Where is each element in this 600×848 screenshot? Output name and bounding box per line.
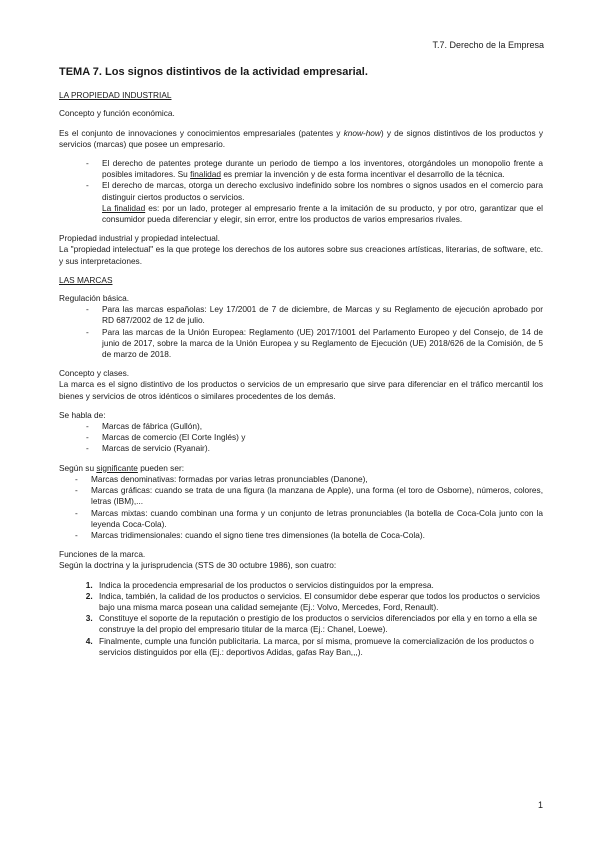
list-item: - Marcas tridimensionales: cuando el signo tiene tres dimensiones (la botella de Coca-Cola). <box>75 530 543 541</box>
list-funciones <box>59 580 543 658</box>
list-item: - El derecho de marcas, otorga un derecho exclusivo indefinido sobre los nombres o signos usados en el comercio para distinguir ciertos productos o servicios. La finalidad es: por un lado, proteger al empresario frente a la imitación de su producto, y por otro, garantizar que el consumidor pueda diferenciar y elegir, sin error, entre los productos de varios empresarios rivales. <box>86 180 543 225</box>
list-item: 2. Indica, también, la calidad de los productos o servicios. El consumidor debe esperar que todos los productos o servicios bajo una misma marca posean una calidad semejante (Ej.: Volvo, Mercedes, Ford, Renault). <box>95 591 543 613</box>
subheading-regulacion: Regulación básica. <box>59 293 130 304</box>
list-item: 4. Finalmente, cumple una función publicitaria. La marca, por sí misma, promueve la comercialización de los productos o servicios distinguidos por ella (Ej.: deportivos Adidas, gafas Ray Ban,,,). <box>95 636 543 658</box>
list-item: - Marcas de fábrica (Gullón), <box>86 421 543 432</box>
page-title: TEMA 7. Los signos distintivos de la actividad empresarial. <box>59 66 368 78</box>
list-item: - El derecho de patentes protege durante un periodo de tiempo a los inventores, otorgándoles un monopolio frente a posibles imitadores. Su finalidad es premiar la invención y de esta forma incentivar el desarrollo de la técnica. <box>86 158 543 180</box>
list-item: - Marcas gráficas: cuando se trata de una figura (la manzana de Apple), una forma (el toro de Osborne), números, colores, letras (IBM),... <box>75 485 543 507</box>
subheading-significante: Según su significante pueden ser: <box>59 462 185 473</box>
section-heading-propiedad-industrial: LA PROPIEDAD INDUSTRIAL <box>59 90 172 101</box>
subheading-se-habla: Se habla de: <box>59 409 106 420</box>
subheading-funciones: Funciones de la marca. <box>59 549 146 560</box>
list-item: 3. Constituye el soporte de la reputación o prestigio de los productos o servicios diferenciados por ella y en torno a ella se construye la del propio del empresario titular de la marca (Ej.: Chanel, Loewe). <box>95 613 543 635</box>
list-item: - Marcas denominativas: formadas por varias letras pronunciables (Danone), <box>75 474 543 485</box>
paragraph-concepto-marca: La marca es el signo distintivo de los productos o servicios de un empresario que sirve para diferenciar en el tráfico mercantil los bienes y servicios de otros idénticos o similares procedentes de los demás. <box>59 379 543 401</box>
paragraph-intro: Es el conjunto de innovaciones y conocimientos empresariales (patentes y know-how) y de signos distintivos de los productos y servicios (marcas) que posee un empresario. <box>59 127 543 149</box>
subheading-concepto: Concepto y función económica. <box>59 108 175 119</box>
list-item: - Para las marcas españolas: Ley 17/2001 de 7 de diciembre, de Marcas y su Reglamento de ejecución aprobado por RD 687/2002 de 12 de julio. <box>86 304 543 326</box>
list-item: - Marcas de servicio (Ryanair). <box>86 443 543 454</box>
list-item: - Marcas de comercio (El Corte Inglés) y <box>86 432 543 443</box>
running-header: T.7. Derecho de la Empresa <box>432 40 544 50</box>
paragraph-propiedad-intelectual: La "propiedad intelectual" es la que protege los derechos de los autores sobre sus creaciones artísticas, literarias, de software, etc. y sus interpretaciones. <box>59 244 543 266</box>
list-item: - Para las marcas de la Unión Europea: Reglamento (UE) 2017/1001 del Parlamento Europeo y del Consejo, de 14 de junio de 2017, sobre la marca de la Unión Europea y su Reglamento de Ejecución (UE) 2018/626 de la Comisión, de 5 de marzo de 2018. <box>86 327 543 361</box>
section-heading-marcas: LAS MARCAS <box>59 274 113 285</box>
subheading-concepto-clases: Concepto y clases. <box>59 368 130 379</box>
list-item: 1. Indica la procedencia empresarial de los productos o servicios distinguidos por la empresa. <box>95 580 543 591</box>
list-tipos-marca <box>59 421 543 455</box>
list-significante <box>59 474 543 541</box>
paragraph-funciones-intro: Según la doctrina y la jurisprudencia (STS de 30 octubre 1986), son cuatro: <box>59 560 337 571</box>
page-number: 1 <box>537 800 543 810</box>
list-item: - Marcas mixtas: cuando combinan una forma y un conjunto de letras pronunciables (la botella de Coca-Cola junto con la leyenda Coca-Cola). <box>75 508 543 530</box>
list-derechos <box>59 158 543 225</box>
document-body <box>59 67 543 658</box>
list-regulacion <box>59 304 543 360</box>
subheading-propiedad-intelectual: Propiedad industrial y propiedad intelectual. <box>59 233 220 244</box>
